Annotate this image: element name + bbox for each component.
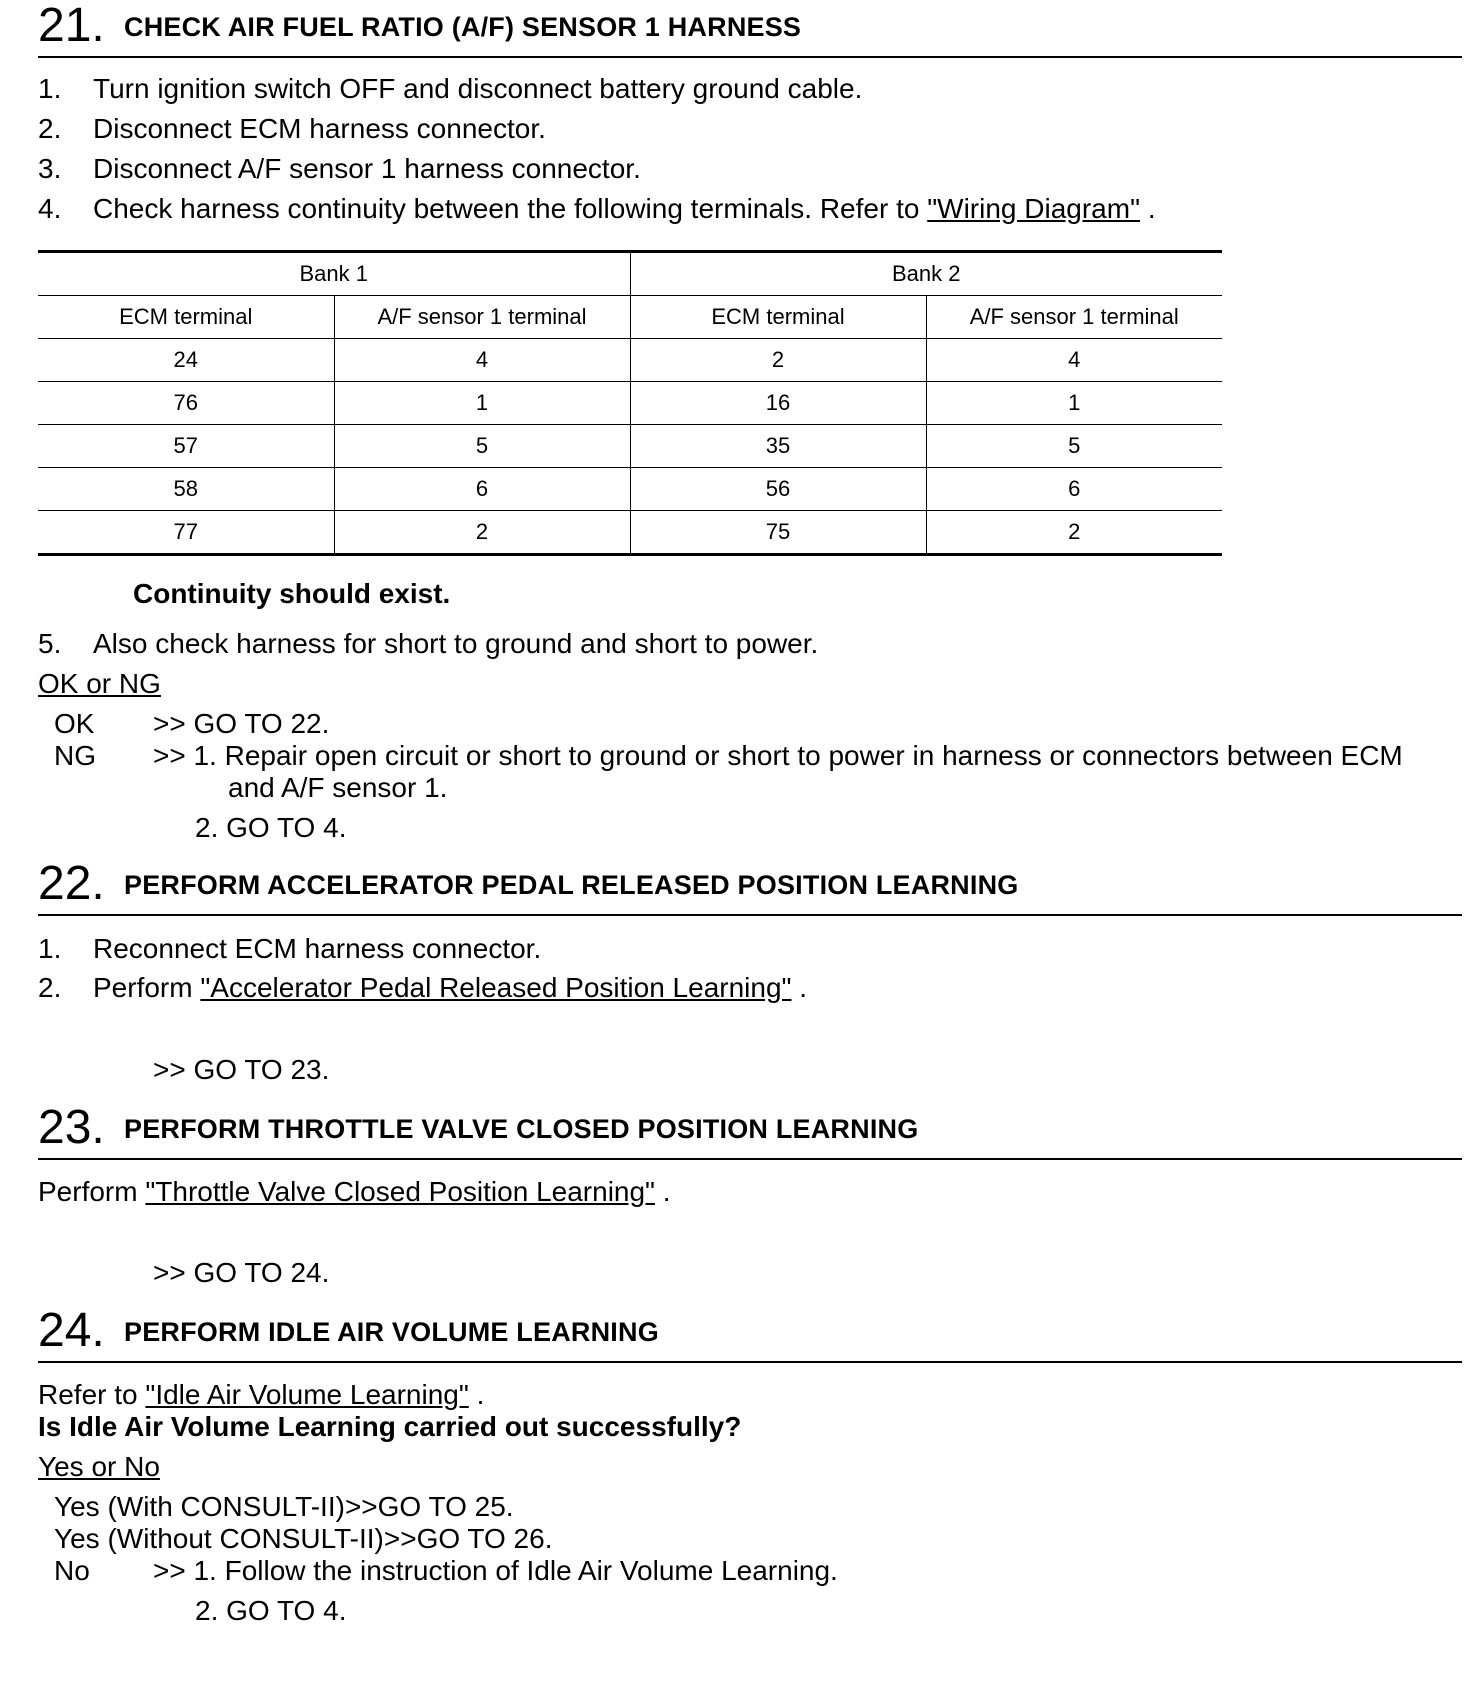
step-21-2-text: Disconnect ECM harness connector. — [93, 113, 546, 144]
section-23-instruction — [38, 1176, 671, 1208]
table-cell: 5 — [334, 425, 630, 468]
step-21-4-text: Check harness continuity between the following terminals. Refer to — [93, 193, 920, 224]
ng-label: NG — [54, 740, 96, 771]
table-cell: 35 — [630, 425, 926, 468]
ng-action-1: >> 1. Repair open circuit or short to ground or short to power in harness or connectors between ECM — [153, 740, 1403, 771]
table-row — [38, 382, 1222, 425]
section-21-rule — [38, 56, 1462, 58]
bank-1-ecm-header: ECM terminal — [38, 296, 334, 339]
table-cell: 2 — [630, 339, 926, 382]
table-cell: 2 — [926, 511, 1222, 555]
section-23-period: . — [662, 1176, 671, 1207]
section-23-title: PERFORM THROTTLE VALVE CLOSED POSITION LEARNING — [124, 1114, 919, 1144]
step-21-2-number: 2. — [38, 113, 62, 144]
table-row — [38, 468, 1222, 511]
ok-action: >> GO TO 22. — [153, 708, 330, 739]
section-24-number: 24. — [38, 1304, 105, 1357]
no-action-2: 2. GO TO 4. — [195, 1595, 347, 1626]
table-cell: 1 — [926, 382, 1222, 425]
table-cell: 16 — [630, 382, 926, 425]
table-cell: 76 — [38, 382, 334, 425]
step-22-2-period: . — [799, 972, 808, 1003]
section-24-period: . — [476, 1379, 485, 1410]
bank-1-header: Bank 1 — [38, 252, 630, 296]
wiring-diagram-link[interactable]: "Wiring Diagram" — [927, 193, 1141, 224]
table-cell: 1 — [334, 382, 630, 425]
continuity-table — [38, 250, 1222, 556]
step-21-1-number: 1. — [38, 73, 62, 104]
ng-action-1-continued: and A/F sensor 1. — [228, 772, 448, 803]
step-22-1-text: Reconnect ECM harness connector. — [93, 933, 542, 964]
table-cell: 4 — [334, 339, 630, 382]
idle-air-volume-learning-link[interactable]: "Idle Air Volume Learning" — [145, 1379, 469, 1410]
bank-2-header: Bank 2 — [630, 252, 1222, 296]
step-21-4-period: . — [1147, 193, 1156, 224]
section-22-number: 22. — [38, 857, 105, 910]
step-21-5-text: Also check harness for short to ground and short to power. — [93, 628, 819, 659]
step-22-1-number: 1. — [38, 933, 62, 964]
table-cell: 6 — [334, 468, 630, 511]
table-cell: 77 — [38, 511, 334, 555]
step-21-3-text: Disconnect A/F sensor 1 harness connector. — [93, 153, 641, 184]
section-23-rule — [38, 1158, 1462, 1160]
no-label: No — [54, 1555, 90, 1586]
yes-or-no-label: Yes or No — [38, 1451, 160, 1482]
yes-without-consult-action: Yes (Without CONSULT-II)>>GO TO 26. — [54, 1523, 553, 1554]
yes-with-consult-action: Yes (With CONSULT-II)>>GO TO 25. — [54, 1491, 514, 1522]
section-22-title: PERFORM ACCELERATOR PEDAL RELEASED POSITION LEARNING — [124, 870, 1019, 900]
section-22-rule — [38, 914, 1462, 916]
accelerator-pedal-learning-link[interactable]: "Accelerator Pedal Released Position Learning" — [200, 972, 792, 1003]
section-22-action: >> GO TO 23. — [153, 1054, 330, 1085]
bank-1-af-header: A/F sensor 1 terminal — [334, 296, 630, 339]
table-cell: 58 — [38, 468, 334, 511]
section-21-number: 21. — [38, 0, 105, 52]
section-24-rule — [38, 1361, 1462, 1363]
ok-or-ng-label: OK or NG — [38, 668, 161, 699]
table-column-header-row — [38, 296, 1222, 339]
bank-2-af-header: A/F sensor 1 terminal — [926, 296, 1222, 339]
table-cell: 24 — [38, 339, 334, 382]
section-24-instruction — [38, 1379, 484, 1411]
step-21-3-number: 3. — [38, 153, 62, 184]
section-24-question: Is Idle Air Volume Learning carried out successfully? — [38, 1411, 742, 1442]
section-24-text: Refer to — [38, 1379, 138, 1410]
no-action-1: >> 1. Follow the instruction of Idle Air Volume Learning. — [153, 1555, 838, 1586]
continuity-note: Continuity should exist. — [133, 578, 451, 609]
table-row — [38, 425, 1222, 468]
step-22-2-line — [93, 972, 807, 1004]
section-23-action: >> GO TO 24. — [153, 1257, 330, 1288]
table-row — [38, 339, 1222, 382]
table-cell: 5 — [926, 425, 1222, 468]
step-22-2-number: 2. — [38, 972, 62, 1003]
throttle-valve-learning-link[interactable]: "Throttle Valve Closed Position Learning" — [145, 1176, 655, 1207]
table-cell: 56 — [630, 468, 926, 511]
step-21-4-number: 4. — [38, 193, 62, 224]
table-cell: 2 — [334, 511, 630, 555]
section-24-title: PERFORM IDLE AIR VOLUME LEARNING — [124, 1317, 659, 1347]
step-21-1-text: Turn ignition switch OFF and disconnect battery ground cable. — [93, 73, 863, 104]
section-21-title: CHECK AIR FUEL RATIO (A/F) SENSOR 1 HARNESS — [124, 12, 802, 42]
step-21-5-number: 5. — [38, 628, 62, 659]
table-cell: 75 — [630, 511, 926, 555]
table-row — [38, 511, 1222, 555]
table-cell: 57 — [38, 425, 334, 468]
table-bank-header-row — [38, 252, 1222, 296]
ok-label: OK — [54, 708, 95, 739]
table-cell: 4 — [926, 339, 1222, 382]
step-21-4-line — [93, 193, 1156, 225]
table-cell: 6 — [926, 468, 1222, 511]
section-23-text: Perform — [38, 1176, 138, 1207]
ng-action-2: 2. GO TO 4. — [195, 812, 347, 843]
section-23-number: 23. — [38, 1101, 105, 1154]
bank-2-ecm-header: ECM terminal — [630, 296, 926, 339]
step-22-2-text: Perform — [93, 972, 193, 1003]
